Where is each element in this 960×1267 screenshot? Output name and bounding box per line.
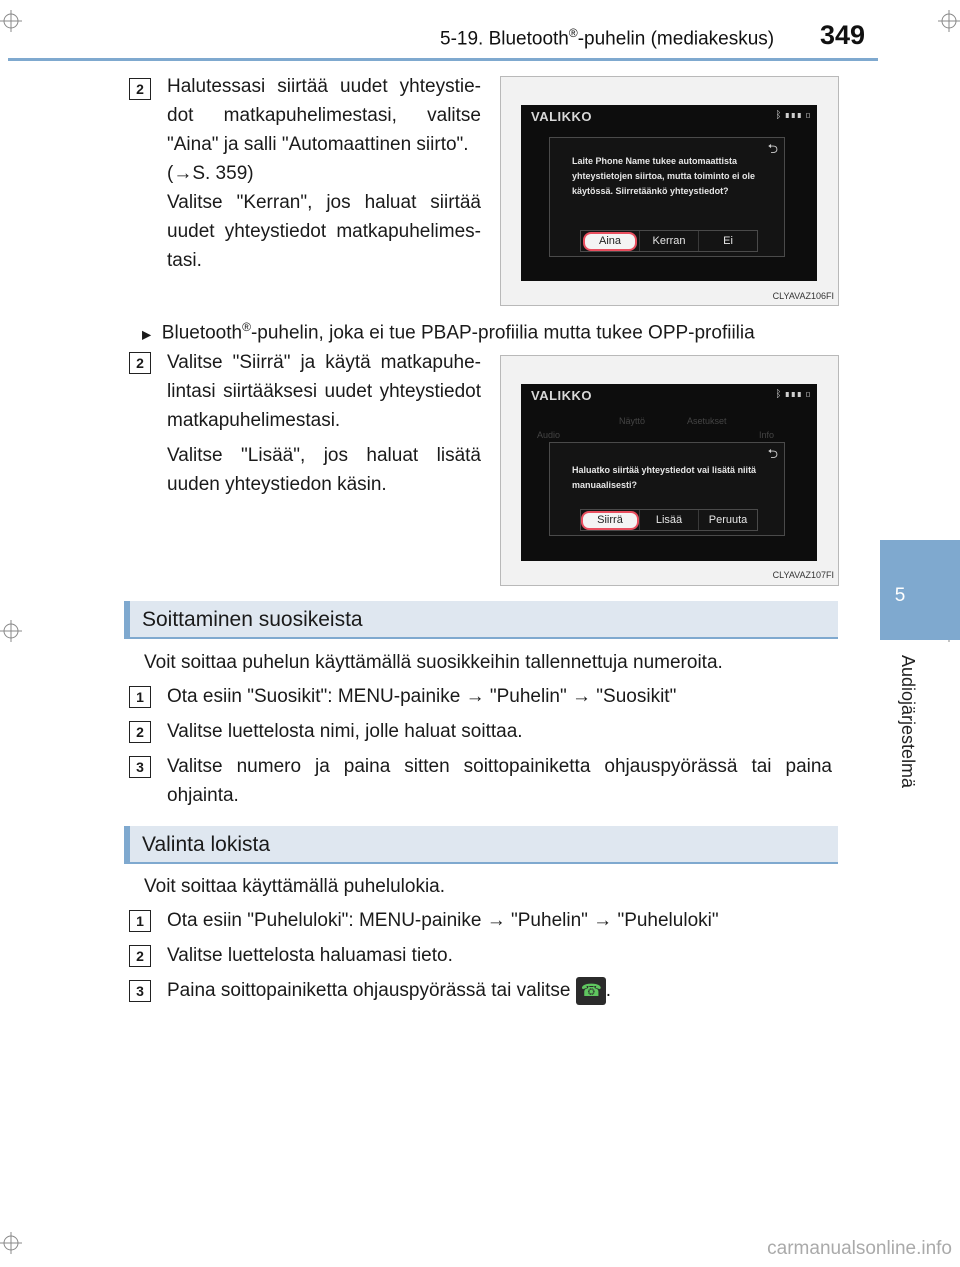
step-badge: 2 (129, 78, 151, 100)
screenshot-1 (500, 76, 839, 306)
step-text: Valitse luettelosta nimi, jolle haluat soittaa. (167, 721, 523, 742)
step-badge: 3 (129, 756, 151, 778)
running-header (440, 26, 774, 50)
cancel-button[interactable]: Peruuta (708, 514, 748, 526)
block2-paragraph (167, 348, 481, 499)
block2-text-1: Valitse "Siirrä" ja käytä matkapuhe-lintasi siirtääksesi uudet yhteystiedot matkapuhelimestasi. (167, 352, 481, 431)
bullet-arrow-icon: ▶ (142, 327, 152, 342)
crop-mark-top-right (938, 10, 960, 32)
bullet-heading (142, 313, 755, 349)
crop-mark-mid-left (0, 620, 22, 642)
background-menu-display: Näyttö (619, 416, 646, 426)
step-text (167, 976, 832, 1005)
block2-text-2: Valitse "Lisää", jos haluat lisätä uuden yhteystiedon käsin. (167, 445, 481, 495)
once-button[interactable]: Kerran (640, 231, 699, 251)
chapter-label-text: Audiojärjestelmä (898, 655, 918, 789)
step-badge: 1 (129, 910, 151, 932)
dialog-message: Laite Phone Name tukee automaattista yhteystietojen siirtoa, mutta toiminto ei ole käytössä. Siirretäänkö yhteystiedot? (572, 156, 756, 196)
block1-text-3: Valitse "Kerran", jos haluat siirtää uudet yhteystiedot matkapuhelimes-tasi. (167, 192, 481, 271)
status-icons: ᛒ ▮▮▮ ▯ (775, 389, 811, 400)
section-intro: Voit soittaa käyttämällä puhelulokia. (144, 876, 446, 897)
image-code: CLYAVAZ106FI (772, 291, 834, 301)
no-button[interactable]: Ei (723, 235, 733, 247)
back-icon[interactable]: ⮌ (767, 446, 778, 461)
bullet-suffix: -puhelin, joka ei tue PBAP-profiilia mutta tukee OPP-profiilia (250, 322, 755, 344)
bullet-reg-mark: ® (242, 320, 251, 334)
dialog-buttons (580, 230, 758, 252)
watermark: carmanualsonline.info (767, 1238, 952, 1259)
step-text: Ota esiin "Suosikit": MENU-painike → "Puhelin" → "Suosikit" (167, 686, 677, 707)
step-badge: 2 (129, 352, 151, 374)
step-text: Valitse numero ja paina sitten soittopainiketta ohjauspyörässä tai paina ohjainta. (167, 756, 832, 806)
transfer-button[interactable]: Siirrä (581, 510, 640, 530)
screen-display (521, 384, 817, 561)
call-phone-icon: ☎ (576, 977, 606, 1005)
always-button[interactable]: Aina (581, 231, 640, 251)
bullet-prefix: Bluetooth (161, 322, 243, 344)
screen-display (521, 105, 817, 281)
header-title-suffix: -puhelin (mediakeskus) (577, 28, 775, 50)
chapter-label (898, 655, 922, 805)
section-intro: Voit soittaa puhelun käyttämällä suosikkeihin tallennettuja numeroita. (144, 652, 723, 673)
step-text: Valitse luettelosta haluamasi tieto. (167, 945, 453, 966)
screenshot-2 (500, 355, 839, 586)
dialog-message: Haluatko siirtää yhteystiedot vai lisätä niitä manuaalisesti? (572, 465, 757, 490)
block1-text-1: Halutessasi siirtää uudet yhteystie-dot matkapuhelimestasi, valitse "Aina" ja salli "Automaattinen siirto". (167, 76, 481, 155)
section-title: Valinta lokista (142, 833, 271, 856)
step-badge: 2 (129, 945, 151, 967)
page-number: 349 (820, 20, 866, 50)
section-title: Soittaminen suosikeista (142, 608, 363, 631)
header-title-prefix: 5-19. Bluetooth (440, 28, 569, 50)
dialog-box (549, 137, 785, 257)
background-menu-audio: Audio (537, 430, 561, 440)
dialog-buttons (580, 509, 758, 531)
section-accent-bar (124, 601, 130, 639)
back-icon[interactable]: ⮌ (767, 141, 778, 156)
section-accent-bar (124, 826, 130, 864)
screen-title: VALIKKO (531, 109, 593, 124)
image-code: CLYAVAZ107FI (772, 570, 834, 580)
block1-text-2: (→S. 359) (167, 163, 254, 184)
screen-title: VALIKKO (531, 388, 593, 403)
header-reg-mark: ® (568, 26, 578, 40)
header-rule (8, 58, 878, 61)
background-menu-info: Info (759, 430, 775, 440)
step-badge: 1 (129, 686, 151, 708)
step-text-end: . (605, 980, 612, 1001)
step-badge: 3 (129, 980, 151, 1002)
step-text: Ota esiin "Puheluloki": MENU-painike → "Puhelin" → "Puheluloki" (167, 910, 719, 931)
step-text-main: Paina soittopainiketta ohjauspyörässä tai valitse (167, 980, 571, 1001)
step-badge: 2 (129, 721, 151, 743)
dialog-box (549, 442, 785, 536)
crop-mark-bottom-left (0, 1232, 22, 1254)
background-menu-settings: Asetukset (687, 416, 727, 426)
block1-paragraph (167, 72, 481, 275)
chapter-number: 5 (894, 585, 906, 606)
add-button[interactable]: Lisää (640, 510, 699, 530)
crop-mark-top-left (0, 10, 22, 32)
status-icons: ᛒ ▮▮▮ ▯ (775, 110, 811, 121)
